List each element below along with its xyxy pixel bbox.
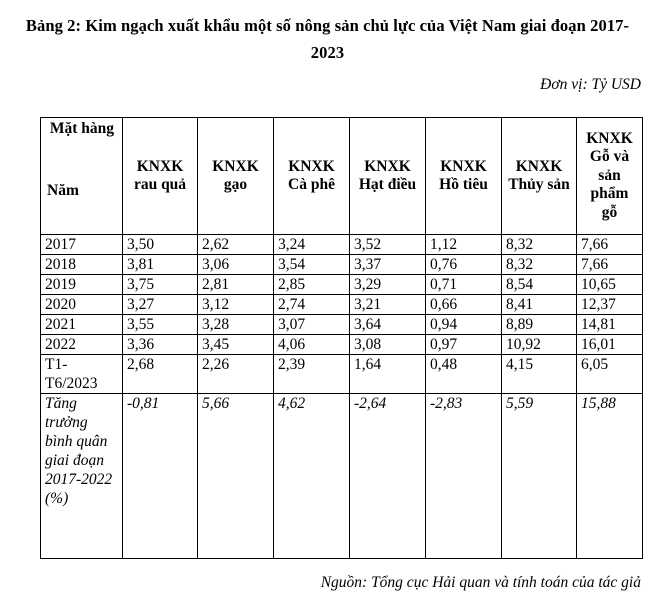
table-cell: 0,66 <box>426 295 502 315</box>
unit-label: Đơn vị: Tỷ USD <box>540 76 641 93</box>
row-year-label: 2021 <box>41 315 123 335</box>
table-cell: 3,12 <box>198 295 274 315</box>
growth-cell: -2,64 <box>350 394 426 559</box>
table-cell: 3,28 <box>198 315 274 335</box>
row-year-label: 2018 <box>41 255 123 275</box>
growth-cell: 5,66 <box>198 394 274 559</box>
table-row <box>41 235 643 255</box>
table-cell: 14,81 <box>577 315 643 335</box>
column-header: KNXK rau quả <box>123 118 198 235</box>
table-cell: 4,06 <box>274 335 350 355</box>
table-cell: 3,55 <box>123 315 198 335</box>
column-header: KNXK Gỗ và sản phẩm gỗ <box>577 118 643 235</box>
table-cell: 12,37 <box>577 295 643 315</box>
table-cell: 3,52 <box>350 235 426 255</box>
table-cell: 8,89 <box>502 315 577 335</box>
table-cell: 3,64 <box>350 315 426 335</box>
corner-header <box>41 118 123 235</box>
row-year-label: 2022 <box>41 335 123 355</box>
table-cell: 4,15 <box>502 355 577 394</box>
row-year-label: 2019 <box>41 275 123 295</box>
table-cell: 8,54 <box>502 275 577 295</box>
table-row <box>41 315 643 335</box>
growth-cell: 5,59 <box>502 394 577 559</box>
row-year-label: 2020 <box>41 295 123 315</box>
table-cell: 0,97 <box>426 335 502 355</box>
table-cell: 1,12 <box>426 235 502 255</box>
corner-item-label: Mặt hàng <box>49 120 114 137</box>
table-cell: 1,64 <box>350 355 426 394</box>
column-header: KNXK Cà phê <box>274 118 350 235</box>
column-header: KNXK Thủy sản <box>502 118 577 235</box>
table-cell: 3,27 <box>123 295 198 315</box>
row-year-label: 2017 <box>41 235 123 255</box>
growth-label: Tăng trưởng bình quân giai đoạn 2017-2022 (%) <box>41 394 123 559</box>
table-title: Bảng 2: Kim ngạch xuất khẩu một số nông sản chủ lực của Việt Nam giai đoạn 2017-2023 <box>25 16 630 62</box>
corner-year-label: Năm <box>47 182 79 199</box>
table-cell: 8,32 <box>502 255 577 275</box>
table-cell: 8,32 <box>502 235 577 255</box>
table-cell: 3,45 <box>198 335 274 355</box>
table-row <box>41 335 643 355</box>
table-cell: 7,66 <box>577 255 643 275</box>
table-row <box>41 355 643 394</box>
table-row <box>41 255 643 275</box>
table-cell: 2,62 <box>198 235 274 255</box>
column-header: KNXK gạo <box>198 118 274 235</box>
header-row <box>41 118 643 235</box>
table-cell: 2,74 <box>274 295 350 315</box>
table-cell: 2,85 <box>274 275 350 295</box>
table-cell: 10,92 <box>502 335 577 355</box>
table-cell: 2,39 <box>274 355 350 394</box>
table-cell: 3,08 <box>350 335 426 355</box>
table-cell: 3,81 <box>123 255 198 275</box>
export-table <box>40 117 643 559</box>
table-cell: 3,29 <box>350 275 426 295</box>
table-row <box>41 295 643 315</box>
table-cell: 2,68 <box>123 355 198 394</box>
table-cell: 6,05 <box>577 355 643 394</box>
table-cell: 0,71 <box>426 275 502 295</box>
table-cell: 3,06 <box>198 255 274 275</box>
table-cell: 3,75 <box>123 275 198 295</box>
table-cell: 3,07 <box>274 315 350 335</box>
growth-cell: -2,83 <box>426 394 502 559</box>
table-cell: 3,36 <box>123 335 198 355</box>
table-cell: 10,65 <box>577 275 643 295</box>
source-note: Nguồn: Tổng cục Hải quan và tính toán của tác giả <box>320 574 641 591</box>
table-cell: 3,50 <box>123 235 198 255</box>
growth-cell: 15,88 <box>577 394 643 559</box>
growth-cell: 4,62 <box>274 394 350 559</box>
row-year-label: T1-T6/2023 <box>41 355 123 394</box>
table-cell: 3,37 <box>350 255 426 275</box>
table-cell: 0,94 <box>426 315 502 335</box>
table-cell: 3,21 <box>350 295 426 315</box>
table-cell: 8,41 <box>502 295 577 315</box>
table-row <box>41 275 643 295</box>
table-cell: 7,66 <box>577 235 643 255</box>
table-cell: 2,26 <box>198 355 274 394</box>
table-cell: 0,76 <box>426 255 502 275</box>
growth-cell: -0,81 <box>123 394 198 559</box>
table-cell: 3,24 <box>274 235 350 255</box>
column-header: KNXK Hạt điều <box>350 118 426 235</box>
table-cell: 3,54 <box>274 255 350 275</box>
table-cell: 0,48 <box>426 355 502 394</box>
table-cell: 2,81 <box>198 275 274 295</box>
growth-row <box>41 394 643 559</box>
column-header: KNXK Hồ tiêu <box>426 118 502 235</box>
table-cell: 16,01 <box>577 335 643 355</box>
